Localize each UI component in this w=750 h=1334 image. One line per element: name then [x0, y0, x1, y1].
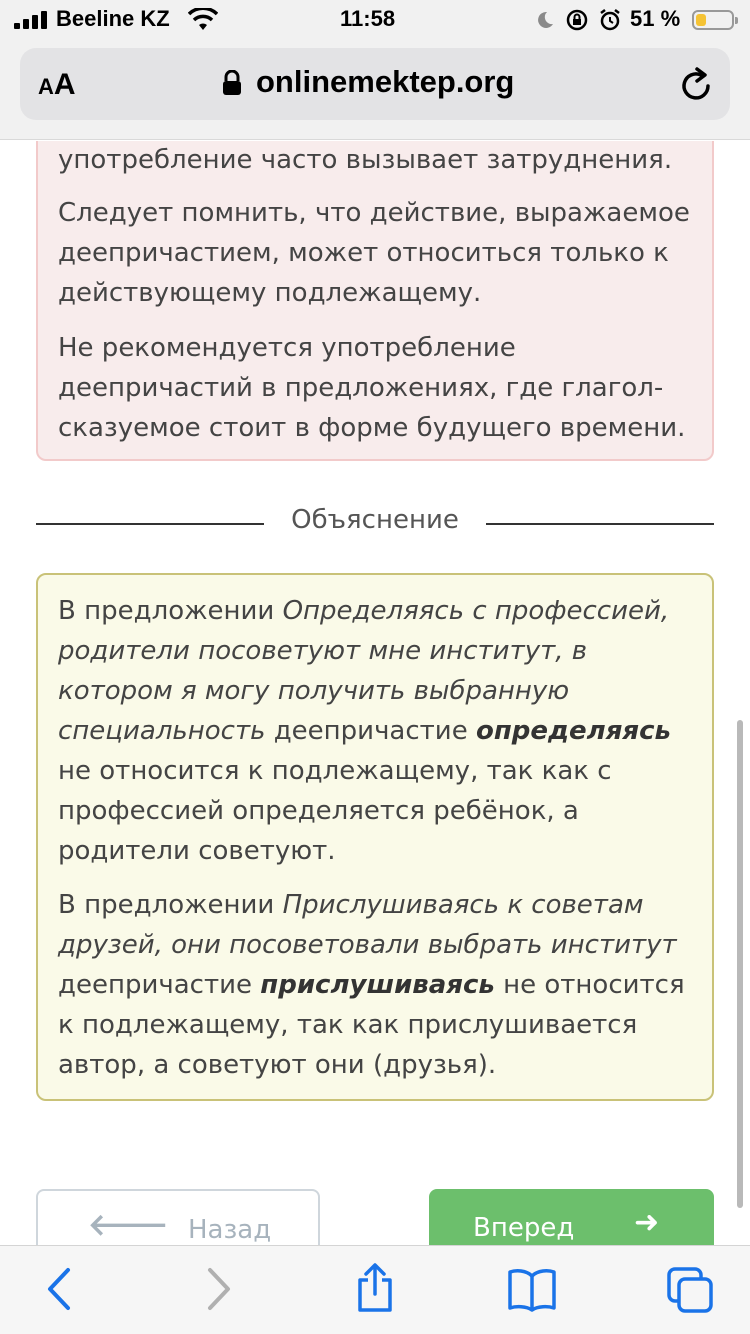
back-button[interactable] [36, 1189, 320, 1245]
keyword: определяясь [475, 716, 671, 746]
text-size-button[interactable]: AA [38, 68, 76, 101]
status-bar [0, 0, 750, 40]
explanation-card [36, 573, 714, 1101]
example-sentence: Прислушиваясь к советам друзей, они посоветовали выбрать институт [58, 890, 677, 960]
scrollbar[interactable] [737, 720, 743, 1208]
explanation-heading: Объяснение [291, 505, 459, 535]
explanation-paragraph: В предложении Прислушиваясь к советам друзей, они посоветовали выбрать институт деепричастие прислушиваясь не относится к подлежащему, так как прислушивается автор, а советуют они (друзья). [58, 890, 685, 1080]
battery-percent: 51 % [630, 6, 681, 31]
browser-top-bar [0, 40, 750, 140]
forward-icon[interactable] [202, 1266, 236, 1312]
arrow-right-icon: ➜ [634, 1205, 660, 1240]
clock: 11:58 [340, 6, 396, 31]
explanation-paragraph: В предложении Определяясь с профессией, родители посоветуют мне институт, в котором я могу получить выбранную специальность деепричастие определяясь не относится к подлежащему, так как с профессией определяется ребёнок, а родители советуют. [58, 596, 671, 866]
rule-paragraph: Следует помнить, что действие, выражаемое деепричастием, может относиться только к действующему подлежащему. [58, 198, 690, 308]
tabs-icon[interactable] [666, 1266, 714, 1314]
cellular-signal-icon [14, 11, 50, 29]
example-sentence: Определяясь с профессией, родители посоветуют мне институт, в котором я могу получить выбранную специальность [58, 596, 670, 746]
browser-toolbar [0, 1245, 750, 1334]
orientation-lock-icon [566, 9, 588, 31]
address-bar[interactable] [20, 48, 730, 120]
alarm-icon [598, 8, 622, 32]
rule-paragraph: Не рекомендуется употребление деепричастий в предложениях, где глагол-сказуемое стоит в форме будущего времени. [58, 333, 686, 443]
arrow-left-icon: 🡐 [88, 1208, 169, 1243]
share-icon[interactable] [354, 1262, 396, 1314]
back-icon[interactable] [42, 1266, 76, 1312]
carrier-name: Beeline KZ [56, 6, 170, 31]
next-button-label: Вперед [473, 1213, 575, 1243]
explanation-divider [36, 505, 714, 535]
page-content[interactable] [0, 141, 750, 1245]
back-button-label: Назад [188, 1215, 272, 1245]
keyword: прислушиваясь [260, 970, 495, 1000]
rule-card [36, 141, 714, 461]
bookmarks-icon[interactable] [506, 1266, 558, 1312]
do-not-disturb-icon [535, 10, 555, 30]
battery-icon [692, 10, 734, 30]
wifi-icon [188, 8, 218, 32]
url-text[interactable]: onlinemektep.org [256, 64, 515, 99]
next-button[interactable] [429, 1189, 714, 1245]
rule-fragment: употребление часто вызывает затруднения. [58, 145, 673, 175]
reload-icon[interactable] [680, 66, 714, 102]
padlock-icon [222, 70, 242, 96]
